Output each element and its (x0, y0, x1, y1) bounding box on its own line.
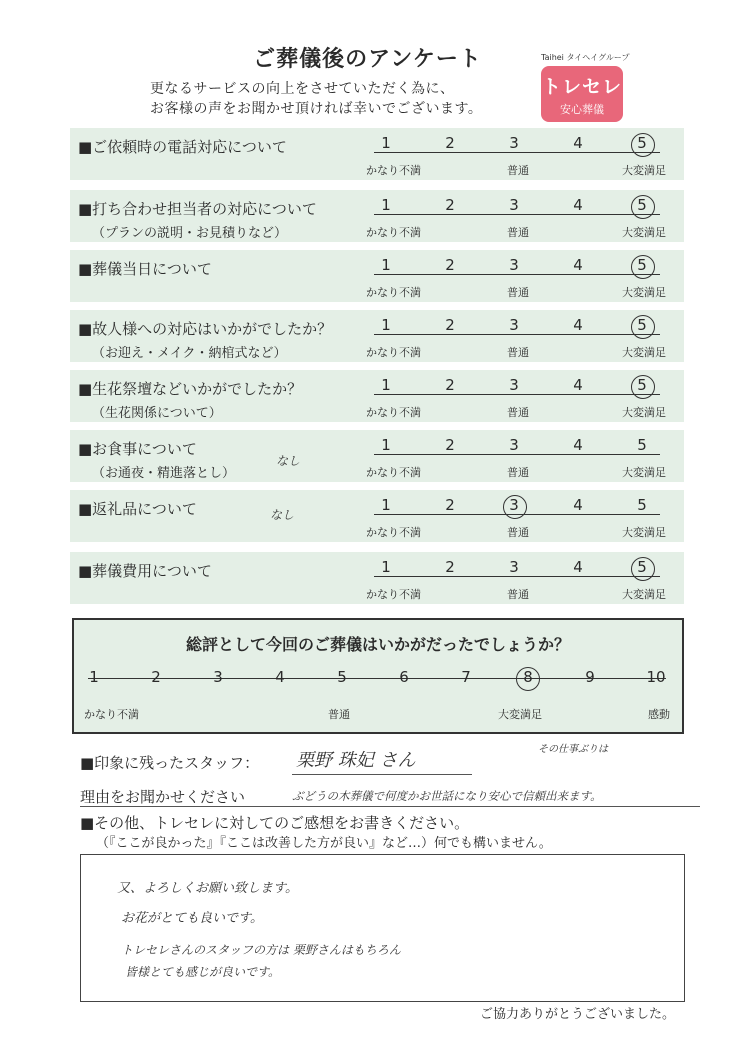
scale-number[interactable]: 4 (573, 256, 583, 274)
question-row (70, 490, 684, 542)
scale-number[interactable]: 2 (445, 436, 455, 454)
scale-number[interactable]: 2 (445, 376, 455, 394)
scale-number[interactable]: 3 (509, 436, 519, 454)
question-label: ■葬儀費用について (78, 562, 212, 580)
logo-group-name: Taihei タイヘイグループ (541, 53, 630, 62)
overall-answer-circle-mark (516, 667, 540, 691)
comment-box (80, 854, 685, 1002)
scale-number[interactable]: 1 (381, 256, 391, 274)
thanks-message: ご協力ありがとうございました。 (480, 1007, 676, 1022)
scale-label-low: かなり不満 (366, 164, 421, 177)
question-label: ■生花祭壇などいかがでしたか？ (78, 380, 303, 398)
scale-number[interactable]: 1 (381, 196, 391, 214)
answer-circle-mark (503, 495, 527, 519)
overall-scale-number[interactable]: 4 (275, 668, 285, 686)
scale-number[interactable]: 5 (637, 376, 647, 394)
scale-number[interactable]: 5 (637, 436, 647, 454)
scale-number[interactable]: 5 (637, 134, 647, 152)
scale-label-high: 大変満足 (622, 286, 666, 299)
scale-number[interactable]: 3 (509, 256, 519, 274)
scale-label-low: かなり不満 (366, 466, 421, 479)
answer-circle-mark (631, 557, 655, 581)
scale-label-low: かなり不満 (366, 526, 421, 539)
scale-number[interactable]: 5 (637, 558, 647, 576)
scale-number[interactable]: 1 (381, 496, 391, 514)
overall-label-low: かなり不満 (84, 708, 139, 721)
scale-number[interactable]: 2 (445, 256, 455, 274)
reason-label: 理由をお聞かせください (80, 788, 246, 806)
scale-label-high: 大変満足 (622, 466, 666, 479)
question-sub: （お通夜・精進落とし） (92, 466, 236, 481)
intro-line-1: 更なるサービスの向上をさせていただく為に、 (150, 81, 455, 97)
scale-number[interactable]: 4 (573, 376, 583, 394)
scale-label-mid: 普通 (507, 526, 529, 539)
scale-number[interactable]: 1 (381, 376, 391, 394)
comment-line-2: お花がとても良いです。 (121, 911, 263, 926)
other-hint: （『ここが良かった』『ここは改善した方が良い』など…）何でも構いません。 (96, 836, 552, 851)
overall-scale-number[interactable]: 3 (213, 668, 223, 686)
intro-line-2: お客様の声をお聞かせ頂ければ幸いでございます。 (150, 101, 483, 117)
scale-line (374, 334, 660, 335)
question-label: ■葬儀当日について (78, 260, 212, 278)
logo (541, 52, 629, 122)
scale-line (374, 152, 660, 153)
question-label: ■故人様への対応はいかがでしたか？ (78, 320, 333, 338)
scale-label-mid: 普通 (507, 466, 529, 479)
reason-underline (80, 806, 700, 807)
question-row (70, 370, 684, 422)
logo-sub-text: 安心葬儀 (560, 103, 604, 116)
staff-name-handwritten: 栗野 珠妃 さん (296, 750, 416, 771)
question-row (70, 430, 684, 482)
scale-label-mid: 普通 (507, 226, 529, 239)
scale-label-mid: 普通 (507, 588, 529, 601)
scale-label-high: 大変満足 (622, 406, 666, 419)
logo-main-text: トレセレ (541, 76, 622, 98)
scale-number[interactable]: 4 (573, 316, 583, 334)
logo-badge (541, 66, 623, 122)
scale-number[interactable]: 3 (509, 134, 519, 152)
answer-circle-mark (631, 375, 655, 399)
question-row (70, 310, 684, 362)
page-title: ご葬儀後のアンケート (253, 47, 482, 72)
answer-circle-mark (631, 255, 655, 279)
scale-number[interactable]: 3 (509, 558, 519, 576)
scale-line (374, 576, 660, 577)
question-row (70, 128, 684, 180)
overall-scale-number[interactable]: 6 (399, 668, 409, 686)
comment-line-1: 又、よろしくお願い致します。 (117, 881, 298, 896)
scale-label-mid: 普通 (507, 164, 529, 177)
question-label: ■お食事について (78, 440, 197, 458)
question-row (70, 552, 684, 604)
scale-number[interactable]: 1 (381, 134, 391, 152)
overall-rating-box (72, 618, 684, 734)
scale-label-high: 大変満足 (622, 226, 666, 239)
scale-number[interactable]: 4 (573, 196, 583, 214)
reason-handwritten: ぶどうの木葬儀で何度かお世話になり安心で信頼出来ます。 (292, 789, 602, 803)
scale-number[interactable]: 1 (381, 558, 391, 576)
scale-number[interactable]: 3 (509, 196, 519, 214)
scale-number[interactable]: 2 (445, 496, 455, 514)
scale-number[interactable]: 5 (637, 316, 647, 334)
scale-label-high: 大変満足 (622, 588, 666, 601)
scale-number[interactable]: 3 (509, 316, 519, 334)
question-label: ■返礼品について (78, 500, 197, 518)
handwritten-note: なし (276, 454, 301, 468)
comment-line-3: トレセレさんのスタッフの方は 栗野さんはもちろん (121, 943, 401, 957)
overall-scale-number[interactable]: 9 (585, 668, 595, 686)
overall-label-top: 感動 (648, 708, 670, 721)
staff-label: ■印象に残ったスタッフ： (80, 754, 260, 772)
scale-number[interactable]: 2 (445, 134, 455, 152)
overall-scale-number[interactable]: 2 (151, 668, 161, 686)
overall-scale-number[interactable]: 7 (461, 668, 471, 686)
overall-scale-number[interactable]: 5 (337, 668, 347, 686)
scale-number[interactable]: 4 (573, 134, 583, 152)
scale-label-high: 大変満足 (622, 164, 666, 177)
question-sub: （生花関係について） (92, 406, 222, 421)
scale-number[interactable]: 4 (573, 436, 583, 454)
staff-underline (292, 774, 472, 775)
scale-label-high: 大変満足 (622, 526, 666, 539)
overall-scale-number[interactable]: 1 (89, 668, 99, 686)
scale-number[interactable]: 5 (637, 496, 647, 514)
scale-label-low: かなり不満 (366, 588, 421, 601)
scale-number[interactable]: 2 (445, 316, 455, 334)
overall-rating-title: 総評として今回のご葬儀はいかがだったでしょうか？ (185, 635, 570, 654)
question-sub: （お迎え・メイク・納棺式など） (92, 346, 287, 361)
overall-label-mid: 普通 (328, 708, 350, 721)
comment-line-4: 皆様とても感じが良いです。 (125, 965, 281, 979)
scale-number[interactable]: 1 (381, 436, 391, 454)
question-row (70, 190, 684, 242)
scale-number[interactable]: 2 (445, 196, 455, 214)
handwritten-note: なし (270, 508, 295, 522)
scale-label-low: かなり不満 (366, 346, 421, 359)
answer-circle-mark (631, 133, 655, 157)
question-row (70, 250, 684, 302)
question-sub: （プランの説明・お見積りなど） (92, 226, 288, 241)
scale-number[interactable]: 3 (509, 496, 519, 514)
scale-number[interactable]: 2 (445, 558, 455, 576)
scale-number[interactable]: 3 (509, 376, 519, 394)
overall-label-high: 大変満足 (498, 708, 542, 721)
scale-label-low: かなり不満 (366, 406, 421, 419)
scale-label-low: かなり不満 (366, 286, 421, 299)
answer-circle-mark (631, 315, 655, 339)
scale-line (374, 394, 660, 395)
scale-line (374, 454, 660, 455)
scale-number[interactable]: 5 (637, 256, 647, 274)
reason-insert-handwritten: その仕事ぶりは (538, 744, 608, 755)
question-label: ■打ち合わせ担当者の対応について (78, 200, 317, 218)
overall-scale-number[interactable]: 8 (523, 668, 533, 686)
overall-scale-number[interactable]: 10 (646, 668, 666, 686)
scale-label-low: かなり不満 (366, 226, 421, 239)
scale-label-mid: 普通 (507, 346, 529, 359)
scale-number[interactable]: 5 (637, 196, 647, 214)
scale-number[interactable]: 1 (381, 316, 391, 334)
scale-label-mid: 普通 (507, 286, 529, 299)
scale-number[interactable]: 4 (573, 558, 583, 576)
scale-label-mid: 普通 (507, 406, 529, 419)
answer-circle-mark (631, 195, 655, 219)
question-label: ■ご依頼時の電話対応について (78, 138, 287, 156)
scale-number[interactable]: 4 (573, 496, 583, 514)
scale-line (374, 274, 660, 275)
scale-label-high: 大変満足 (622, 346, 666, 359)
scale-line (374, 214, 660, 215)
other-label: ■その他、トレセレに対してのご感想をお書きください。 (80, 814, 470, 832)
